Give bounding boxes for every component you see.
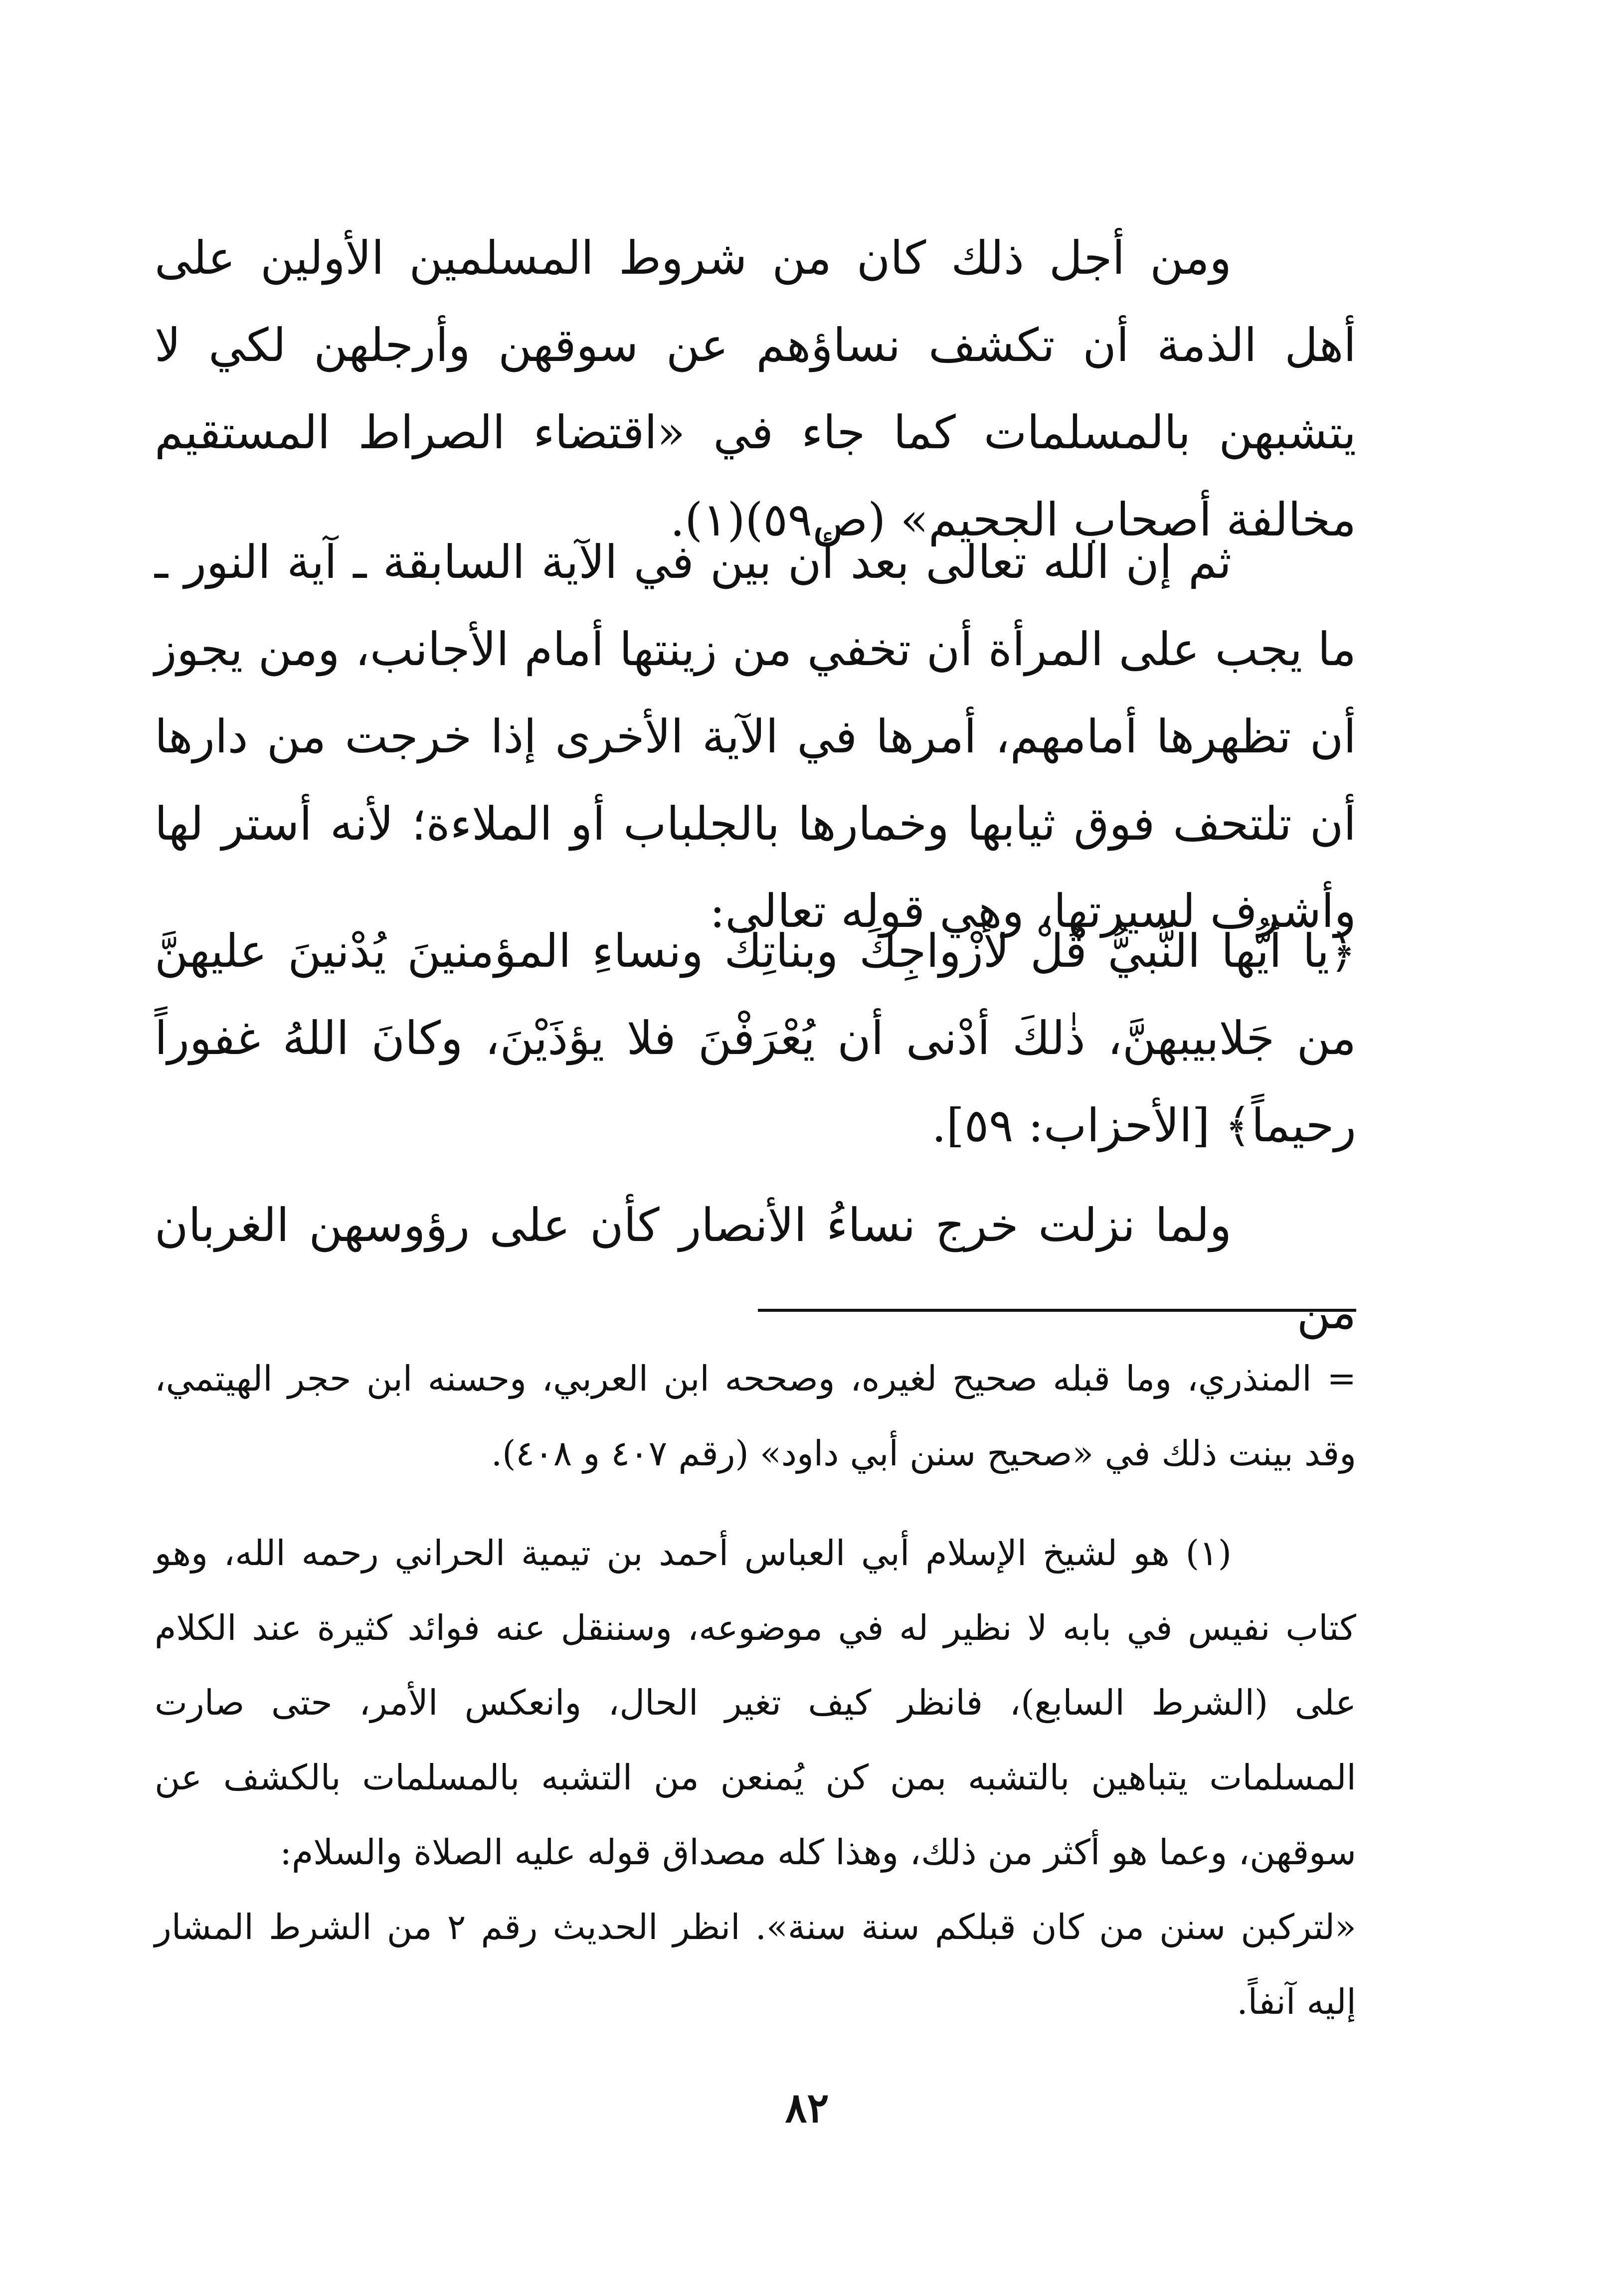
paragraph-jilbab-command: ثم إن الله تعالى بعد أن بين في الآية السابقة ـ آية النور ـ ما يجب على المرأة أن تخفي من زينتها أمام الأجانب، ومن يجوز أن تظهرها أمامهم، أمرها في الآية الأخرى إذا خرجت من دارها أن تلتحف فوق ثيابها وخمارها بالجلباب أو الملاءة؛ لأنه أستر لها وأشرف لسيرتها، وهي قوله تعالى: <box>155 535 1356 938</box>
footnote-hadith: «لتركبن سنن من كان قبلكم سنة سنة». انظر الحديث رقم ٢ من الشرط المشار إليه آنفاً. <box>155 1907 1356 2022</box>
page-number: ٨٢ <box>785 2084 829 2132</box>
paragraph-ansar-women: ولما نزلت خرج نساءُ الأنصار كأن على رؤوسهن الغربان من <box>155 1199 1356 1339</box>
footnote-continued: = المنذري، وما قبله صحيح لغيره، وصححه ابن العربي، وحسنه ابن حجر الهيتمي، وقد بينت ذلك في «صحيح سنن أبي داود» (رقم ٤٠٧ و ٤٠٨). <box>155 1358 1356 1474</box>
footnote-separator <box>758 1309 1356 1312</box>
footnote-1: (١) هو لشيخ الإسلام أبي العباس أحمد بن تيمية الحراني رحمه الله، وهو كتاب نفيس في بابه لا نظير له في موضوعه، وسننقل عنه فوائد كثيرة عند الكلام على (الشرط السابع)، فانظر كيف تغير الحال، وانعكس الأمر، حتى صارت المسلمات يتباهين بالتشبه بمن كن يُمنعن من التشبه بالمسلمات بالكشف عن سوقهن، وعما هو أكثر من ذلك، وهذا كله مصداق قوله عليه الصلاة والسلام: <box>155 1533 1356 1873</box>
quran-verse-ahzab-59: ﴿يا أيُّها النَّبيُّ قُلْ لأزْواجِكَ وبناتِكَ ونساءِ المؤمنينَ يُدْنينَ عليهنَّ من جَلابيبهنَّ، ذٰلكَ أدْنى أن يُعْرَفْنَ فلا يؤذَيْنَ، وكانَ اللهُ غفوراً رحيماً﴾ [الأحزاب: ٥٩]. <box>155 924 1356 1152</box>
paragraph-dhimma-condition: ومن أجل ذلك كان من شروط المسلمين الأولين على أهل الذمة أن تكشف نساؤهم عن سوقهن وأرجلهن لكي لا يتشبهن بالمسلمات كما جاء في «اقتضاء الصراط المستقيم مخالفة أصحاب الجحيم» (ص٥٩)(١). <box>155 231 1356 546</box>
